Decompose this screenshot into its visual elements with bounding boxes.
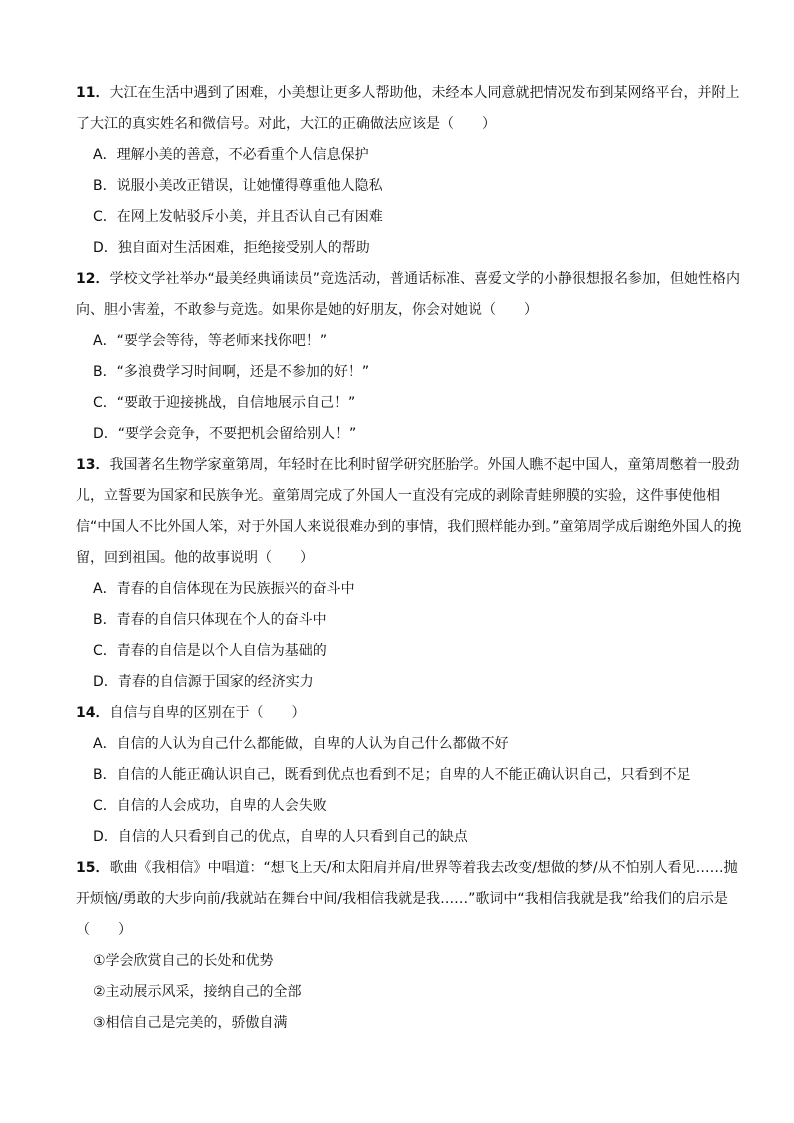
option-d: D．青春的自信源于国家的经济实力	[93, 674, 314, 690]
option-b: B．“多浪费学习时间啊，还是不参加的好！”	[93, 364, 370, 380]
statement-1: ①学会欣赏自己的长处和优势	[93, 953, 274, 969]
question-number: 12．	[76, 271, 110, 287]
question-15	[76, 853, 748, 1039]
question-stem	[76, 78, 748, 140]
question-text: 我国著名生物学家童第周，年轻时在比利时留学研究胚胎学。外国人瞧不起中国人，童第周憋着一股劲儿，立誓要为国家和民族争光。童第周完成了外国人一直没有完成的剥除青蛙卵膜的实验，这件事使他相信“中国人不比外国人笨，对于外国人来说很难办到的事情，我们照样能办到。”童第周学成后谢绝外国人的挽留，回到祖国。他的故事说明（ ）	[76, 457, 742, 566]
option-c: C．“要敢于迎接挑战，自信地展示自己！”	[93, 395, 356, 411]
option-b: B．青春的自信只体现在个人的奋斗中	[93, 612, 327, 628]
question-14	[76, 698, 748, 853]
option-a: A．理解小美的善意，不必看重个人信息保护	[93, 147, 369, 163]
question-stem	[76, 450, 748, 574]
option-a: A．“要学会等待，等老师来找你吧！”	[93, 333, 328, 349]
statement-3: ③相信自己是完美的，骄傲自满	[93, 1015, 288, 1031]
option-d: D．“要学会竞争，不要把机会留给别人！”	[93, 426, 357, 442]
option-a: A．青春的自信体现在为民族振兴的奋斗中	[93, 581, 355, 597]
question-text: 自信与自卑的区别在于（ ）	[109, 705, 306, 721]
option-c: C．自信的人会成功，自卑的人会失败	[93, 798, 327, 814]
question-number: 14．	[76, 705, 110, 721]
question-text: 大江在生活中遇到了困难，小美想让更多人帮助他，未经本人同意就把情况发布到某网络平台，并附上了大江的真实姓名和微信号。对此，大江的正确做法应该是（ ）	[76, 85, 740, 132]
option-c: C．青春的自信是以个人自信为基础的	[93, 643, 327, 659]
question-stem	[76, 698, 748, 729]
question-stem	[76, 853, 748, 946]
option-a: A．自信的人认为自己什么都能做，自卑的人认为自己什么都做不好	[93, 736, 509, 752]
question-number: 15．	[76, 860, 110, 876]
question-11	[76, 78, 748, 264]
option-d: D．独自面对生活困难，拒绝接受别人的帮助	[93, 240, 370, 256]
statement-2: ②主动展示风采，接纳自己的全部	[93, 984, 302, 1000]
question-stem	[76, 264, 748, 326]
exam-page	[76, 78, 748, 1039]
question-text: 学校文学社举办“最美经典诵读员”竞选活动，普通话标准、喜爱文学的小静很想报名参加，但她性格内向、胆小害羞，不敢参与竞选。如果你是她的好朋友，你会对她说（ ）	[76, 271, 740, 318]
question-number: 13．	[76, 457, 110, 473]
option-c: C．在网上发帖驳斥小美，并且否认自己有困难	[93, 209, 383, 225]
question-text: 歌曲《我相信》中唱道：“想飞上天/和太阳肩并肩/世界等着我去改变/想做的梦/从不怕别人看见……抛开烦恼/勇敢的大步向前/我就站在舞台中间/我相信我就是我……”歌词中“我相信我就是我”给我们的启示是（ ）	[76, 860, 738, 938]
question-13	[76, 450, 748, 698]
option-b: B．自信的人能正确认识自己，既看到优点也看到不足；自卑的人不能正确认识自己，只看到不足	[93, 767, 691, 783]
option-d: D．自信的人只看到自己的优点，自卑的人只看到自己的缺点	[93, 829, 468, 845]
question-number: 11．	[76, 85, 110, 101]
question-12	[76, 264, 748, 450]
option-b: B．说服小美改正错误，让她懂得尊重他人隐私	[93, 178, 383, 194]
